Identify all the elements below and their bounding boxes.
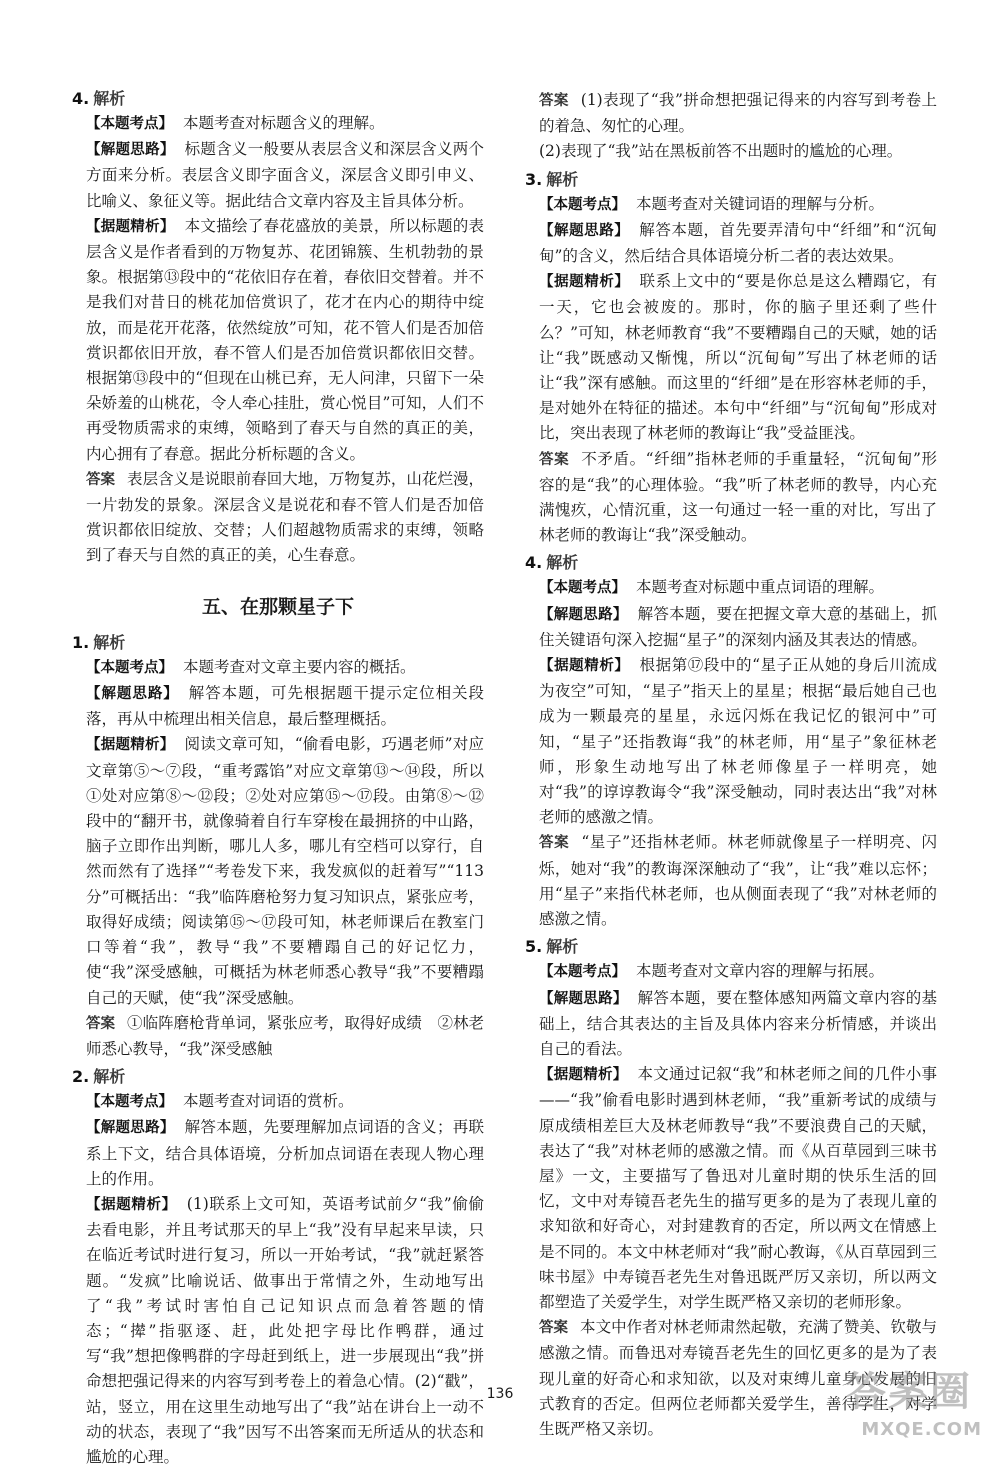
silu-text: 解答本题，可先根据题干提示定位相关段落，再从中梳理出相关信息，最后整理概括。 [86,684,485,729]
kaodian-paragraph [72,655,484,681]
jingxi-tag: 【据题精析】 [86,218,175,235]
right-q4 [525,550,937,932]
silu-tag: 【解题思路】 [86,686,179,703]
jingxi-paragraph [72,732,484,1010]
jingxi-paragraph [72,1192,484,1470]
question-heading-label: 解析 [93,1067,126,1087]
answer-paragraph [525,830,937,932]
section-title: 五、在那颗星子下 [201,595,354,618]
answer-tag: 答案 [86,1015,116,1032]
answer-paragraph [72,1011,484,1062]
silu-paragraph [72,681,484,732]
silu-text: 解答本题，要在整体感知两篇文章内容的基础上，结合其表达的主旨及具体内容来分析情感，并谈出自己的看法。 [539,988,937,1058]
question-number: 1. [72,632,90,652]
left-q4 [72,86,484,569]
left-q2 [72,1064,484,1470]
silu-tag: 【解题思路】 [86,142,175,159]
watermark-bottom-text: MXQE.COM [861,1419,982,1440]
silu-tag: 【解题思路】 [539,606,628,623]
kaodian-tag: 【本题考点】 [539,964,626,981]
watermark-logo [770,1360,990,1440]
question-heading-label: 解析 [93,632,126,652]
question-heading [72,630,484,655]
silu-tag: 【解题思路】 [539,222,630,239]
answer-text: 不矛盾。“纤细”指林老师的手重量轻，“沉甸甸”形容的是“我”的心理体验。“我”听了林老师的教导，内心充满愧疚，心情沉重，这一句通过一轻一重的对比，写出了林老师的教诲让“我”深受触动。 [539,449,938,545]
jingxi-tag: 【据题精析】 [539,1067,628,1084]
jingxi-text: 联系上文中的“要是你总是这么糟蹋它，有一天，它也会被废的。那时，你的脑子里还剩了些什么？”可知，林老师教育“我”不要糟蹋自己的天赋，她的话让“我”既感动又惭愧，所以“沉甸甸”写出了林老师的话让“我”深有感触。而这里的“纤细”是在形容林老师的手，是对她外在特征的描述。本句中“纤细”与“沉甸甸”形成对比，突出表现了林老师的教诲让“我”受益匪浅。 [539,272,937,443]
kaodian-paragraph [72,1089,484,1115]
right-q3 [525,167,937,549]
answer-tag: 答案 [539,93,569,109]
kaodian-tag: 【本题考点】 [86,1094,173,1111]
jingxi-text: 阅读文章可知，“偷看电影，巧遇老师”对应文章第⑤～⑦段，“重考露馅”对应文章第⑬～⑭段，所以①处对应第⑧～⑫段；②处对应第⑮～⑰段。由第⑧～⑫段中的“翻开书，就像骑着自行车穿梭在最拥挤的中山路，脑子立即作出判断，哪儿人多，哪儿有空档可以穿行，自然而然有了选择”“考卷发下来，我发疯似的赶着写”“113 分”可概括出：“我”临阵磨枪努力复习知识点，紧张应考，取得好成绩；阅读第⑮～⑰段可知，林老师课后在教室门口等着“我”，教导“我”不要糟蹋自己的好记忆力，使“我”深受感触，可概括为林老师悉心教导“我”不要糟蹋自己的天赋，使“我”深受感触。 [86,735,485,1007]
kaodian-paragraph [72,111,484,137]
watermark-top-text: 答案圈 [846,1369,972,1415]
answer-text: “星子”还指林老师。林老师就像星子一样明亮、闪烁，她对“我”的教诲深深触动了“我”，让“我”难以忘怀；用“星子”来指代林老师，也从侧面表现了“我”对林老师的感激之情。 [539,833,937,929]
question-number: 2. [72,1067,90,1087]
silu-paragraph [525,602,937,653]
answer-tag: 答案 [539,835,570,852]
silu-paragraph [72,137,484,214]
silu-text: 解答本题，要在把握文章大意的基础上，抓住关键语句深入挖掘“星子”的深刻内涵及其表达的情感。 [539,604,937,649]
right-column [525,88,937,1444]
jingxi-text: (1)联系上文可知，英语考试前夕“我”偷偷去看电影，并且考试那天的早上“我”没有早起来早读，只在临近考试时进行复习，所以一开始考试，“我”就赶紧答题。“发疯”比喻说话、做事出于常情之外，生动地写出了“我”考试时害怕自己记知识点而急着答题的情态；“撵”指驱逐、赶，此处把字母比作鸭群，通过写“我”想把像鸭群的字母赶到纸上，进一步展现出“我”拼命想把强记得来的内容写到考卷上的着急心情。(2)“戳”，站，竖立，用在这里生动地写出了“我”站在讲台上一动不动的状态，表现了“我”因写不出答案而无所适从的状态和尴尬的心理。 [86,1194,484,1466]
silu-text: 解答本题，首先要弄清句中“纤细”和“沉甸甸”的含义，然后结合具体语境分析二者的表达效果。 [539,220,937,266]
question-number: 5. [525,937,543,957]
answer-paragraph [72,467,484,569]
answer-tag: 答案 [539,1320,569,1337]
answer-paragraph-2: (2)表现了“我”站在黑板前答不出题时的尴尬的心理。 [539,142,903,161]
kaodian-text: 本题考查对关键词语的理解与分析。 [636,194,885,213]
question-number: 4. [525,553,543,573]
jingxi-tag: 【据题精析】 [86,1196,177,1213]
answer-paragraph [525,447,937,549]
jingxi-tag: 【据题精析】 [539,658,630,675]
kaodian-paragraph [525,959,937,985]
jingxi-paragraph [525,1062,937,1315]
kaodian-text: 本题考查对标题含义的理解。 [183,114,385,132]
silu-paragraph [525,986,937,1063]
question-heading-label: 解析 [546,937,579,957]
left-q1 [72,630,484,1062]
question-heading-label: 解析 [93,89,126,108]
kaodian-tag: 【本题考点】 [86,659,173,676]
jingxi-text: 根据第⑰段中的“星子正从她的身后川流成为夜空”可知，“星子”指天上的星星；根据“最后她自己也成为一颗最亮的星星，永远闪烁在我记忆的银河中”可知，“星子”还指教诲“我”的林老师，用“星子”象征林老师，形象生动地写出了林老师像星子一样明亮，她对“我”的谆谆教诲令“我”深受触动，同时表达出“我”对林老师的感激之情。 [539,656,937,827]
answer-tag: 答案 [539,451,570,468]
question-heading [72,1064,484,1089]
kaodian-paragraph [525,192,937,218]
kaodian-tag: 【本题考点】 [539,196,626,213]
answer-text: 本文中作者对林老师肃然起敬，充满了赞美、钦敬与感激之情。而鲁迅对寿镜吾老先生的回忆更多的是为了表现儿童的好奇心和求知欲，以及对束缚儿童身心发展的旧式教育的否定。但两位老师都关爱学生，善待学生，对学生既严格又亲切。 [539,1318,937,1438]
answer-text: 表层含义是说眼前春回大地，万物复苏，山花烂漫，一片勃发的景象。深层含义是说花和春不管人们是否加倍赏识都依旧绽放、交替；人们超越物质需求的束缚，领略到了春天与自然的真正的美，心生春意。 [86,469,484,565]
silu-paragraph [72,1115,484,1192]
answer-paragraph [525,88,937,139]
kaodian-tag: 【本题考点】 [86,116,173,132]
left-column [72,84,484,1472]
page-number: 136 [486,1386,514,1402]
question-number: 4. [72,89,90,108]
kaodian-text: 本题考查对词语的赏析。 [183,1092,354,1111]
jingxi-paragraph [525,269,937,446]
jingxi-text: 本文通过记叙“我”和林老师之间的几件小事——“我”偷看电影时遇到林老师，“我”重新考试的成绩与原成绩相差巨大及林老师教导“我”不要浪费自己的天赋，表达了“我”对林老师的感激之情。而《从百草园到三味书屋》一文，主要描写了鲁迅对儿童时期的快乐生活的回忆，文中对寿镜吾老先生的描写更多的是为了表现儿童的求知欲和好奇心，对封建教育的否定，所以两文在情感上是不同的。本文中林老师对“我”耐心教诲，《从百草园到三味书屋》中寿镜吾老先生对鲁迅既严厉又亲切，所以两文都塑造了关爱学生，对学生既严格又亲切的老师形象。 [539,1065,938,1311]
jingxi-paragraph [72,214,484,467]
question-heading-label: 解析 [546,169,579,189]
kaodian-tag: 【本题考点】 [539,580,626,597]
silu-tag: 【解题思路】 [86,1120,175,1137]
jingxi-tag: 【据题精析】 [539,274,630,291]
question-heading [72,86,484,111]
jingxi-paragraph [525,653,937,830]
silu-text: 标题含义一般要从表层含义和深层含义两个方面来分析。表层含义即字面含义，深层含义即引申义、比喻义、象征义等。据此结合文章内容及主旨具体分析。 [86,140,484,210]
question-heading [525,934,937,959]
kaodian-text: 本题考查对标题中重点词语的理解。 [636,578,885,597]
kaodian-text: 本题考查对文章内容的理解与拓展。 [636,962,885,981]
question-heading [525,550,937,575]
question-heading [525,167,937,192]
answer-tag: 答案 [86,471,116,488]
right-q2-answer [525,88,937,165]
silu-paragraph [525,218,937,269]
jingxi-tag: 【据题精析】 [86,737,175,754]
silu-tag: 【解题思路】 [539,990,628,1007]
jingxi-text: 本文描绘了春花盛放的美景，所以标题的表层含义是作者看到的万物复苏、花团锦簇、生机勃勃的景象。根据第⑬段中的“花依旧存在着，春依旧交替着。并不是我们对昔日的桃花加倍赏识了，花才在内心的期待中绽放，而是花开花落，依然绽放”可知，花不管人们是否加倍赏识都依旧开放，春不管人们是否加倍赏识都依旧交替。根据第⑬段中的“但现在山桃已弃，无人问津，只留下一朵朵娇羞的山桃花，令人牵心挂肚，赏心悦目”可知，人们不再受物质需求的束缚，领略到了春天与自然的真正的美，内心拥有了春意。据此分析标题的含义。 [86,216,484,463]
answer-text: ①临阵磨枪背单词，紧张应考，取得好成绩 ②林老师悉心教导，“我”深受感触 [86,1013,484,1058]
question-heading-label: 解析 [546,553,579,573]
question-number: 3. [525,169,543,189]
kaodian-text: 本题考查对文章主要内容的概括。 [183,657,416,676]
kaodian-paragraph [525,575,937,601]
silu-text: 解答本题，先要理解加点词语的含义；再联系上下文，结合具体语境，分析加点词语在表现人物心理上的作用。 [86,1118,484,1188]
answer-text: (1)表现了“我”拼命想把强记得来的内容写到考卷上的着急、匆忙的心理。 [539,91,937,136]
